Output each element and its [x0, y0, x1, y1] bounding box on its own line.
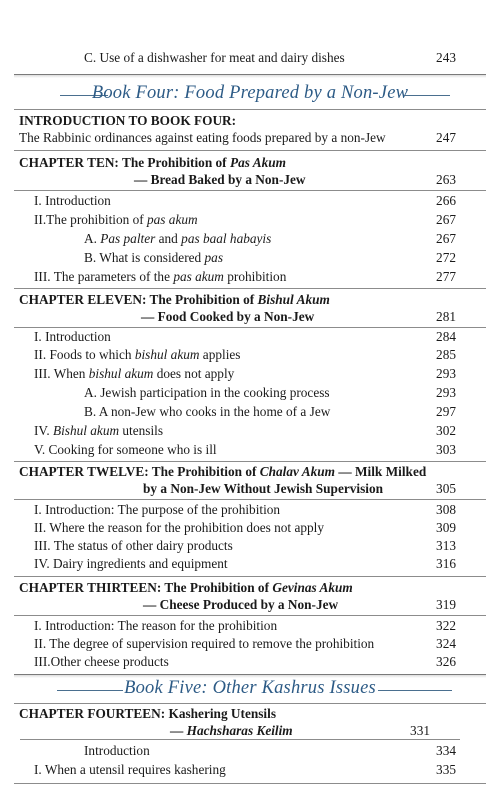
toc-entry-text: II. The degree of supervision required to remove the prohibition [34, 636, 375, 651]
toc-entry-text: I. Introduction [34, 329, 111, 344]
divider [20, 739, 460, 740]
toc-entry-emphasis: bishul akum [134, 347, 200, 362]
chapter-title-emphasis: Chalav Akum [259, 464, 336, 479]
toc-entry-page: 326 [436, 654, 456, 669]
toc-entry-page: 285 [436, 347, 456, 362]
chapter-title-text: CHAPTER TWELVE: The Prohibition of [19, 464, 260, 479]
toc-entry-page: 322 [436, 618, 456, 633]
chapter-subtitle: — Cheese Produced by a Non-Jew [143, 597, 339, 612]
chapter-title-emphasis: Gevinas Akum [272, 580, 353, 595]
divider [14, 576, 486, 577]
divider [14, 499, 486, 500]
toc-entry-text: C. Use of a dishwasher for meat and dairy dishes [84, 50, 345, 65]
toc-entry-text: A. [84, 231, 101, 246]
book-five-title: Book Five: Other Kashrus Issues [124, 678, 376, 698]
chapter-subtitle: by a Non-Jew Without Jewish Supervision [143, 481, 384, 496]
toc-entry-page: 302 [436, 423, 456, 438]
toc-entry-text: IV. [34, 423, 53, 438]
toc-entry-text: IV. Dairy ingredients and equipment [34, 556, 228, 571]
chapter-subtitle: — [170, 723, 187, 738]
toc-entry-text: and [155, 231, 182, 246]
toc-entry-page: 297 [436, 404, 456, 419]
toc-entry-emphasis: Bishul akum [52, 423, 120, 438]
toc-entry-text: B. A non-Jew who cooks in the home of a Jew [84, 404, 331, 419]
toc-entry-page: 309 [436, 520, 456, 535]
toc-entry-page: 305 [436, 481, 456, 496]
heading-ornament-right [378, 690, 452, 691]
toc-entry-page: 335 [436, 762, 456, 777]
toc-entry-page: 331 [410, 723, 430, 738]
toc-entry-text: utensils [119, 423, 164, 438]
divider [14, 615, 486, 616]
toc-entry-text: prohibition [223, 269, 287, 284]
toc-entry-text: I. When a utensil requires kashering [34, 762, 226, 777]
divider [14, 327, 486, 328]
toc-entry-text: II. Where the reason for the prohibition does not apply [34, 520, 324, 535]
toc-entry-page: 293 [436, 385, 456, 400]
toc-entry-page: 313 [436, 538, 456, 553]
divider [14, 109, 486, 110]
book-four-title: Book Four: Food Prepared by a Non-Jew [91, 83, 409, 103]
divider [14, 150, 486, 151]
toc-entry-text: A. Jewish participation in the cooking process [84, 385, 330, 400]
toc-entry-text: B. What is considered [84, 250, 205, 265]
toc-entry-page: 277 [436, 269, 456, 284]
toc-entry-text: II. Foods to which [34, 347, 135, 362]
toc-entry-page: 263 [436, 172, 456, 187]
toc-entry-emphasis: pas baal habayis [181, 231, 272, 246]
toc-entry-text: Introduction [84, 743, 150, 758]
toc-entry-page: 316 [436, 556, 456, 571]
chapter-title-emphasis: Bishul Akum [257, 292, 330, 307]
chapter-title-emphasis: Hachsharas Keilim [186, 723, 293, 738]
toc-entry-page: 281 [436, 309, 456, 324]
chapter-title-text: — Milk Milked [335, 464, 427, 479]
toc-entry-page: 303 [436, 442, 456, 457]
toc-entry-text: does not apply [153, 366, 235, 381]
toc-entry-emphasis: pas [204, 250, 223, 265]
toc-entry-text: III. The parameters of the [34, 269, 174, 284]
chapter-subtitle: — Food Cooked by a Non-Jew [141, 309, 315, 324]
toc-entry-page: 267 [436, 231, 456, 246]
divider [14, 190, 486, 191]
heading-ornament-right [404, 95, 450, 96]
divider [14, 461, 486, 462]
toc-entry-text: The Rabbinic ordinances against eating foods prepared by a non-Jew [19, 130, 386, 145]
chapter-subtitle: — Bread Baked by a Non-Jew [134, 172, 306, 187]
chapter-title-text: CHAPTER TEN: The Prohibition of [19, 155, 230, 170]
toc-entry-text: V. Cooking for someone who is ill [34, 442, 217, 457]
toc-entry-emphasis: pas akum [173, 269, 224, 284]
toc-entry-emphasis: Pas palter [100, 231, 156, 246]
toc-entry-page: 272 [436, 250, 456, 265]
toc-entry-text: I. Introduction [34, 193, 111, 208]
toc-entry-page: 334 [436, 743, 456, 758]
toc-entry-page: 266 [436, 193, 456, 208]
toc-entry-page: 324 [436, 636, 456, 651]
toc-entry-page: 284 [436, 329, 456, 344]
toc-entry-text: I. Introduction: The reason for the prohibition [34, 618, 278, 633]
intro-title: INTRODUCTION TO BOOK FOUR: [19, 113, 237, 128]
chapter-title-emphasis: Pas Akum [229, 155, 286, 170]
chapter-title-text: CHAPTER THIRTEEN: The Prohibition of [19, 580, 273, 595]
toc-entry-page: 243 [436, 50, 456, 65]
toc-entry-emphasis: pas akum [147, 212, 198, 227]
divider [14, 783, 486, 784]
toc-entry-text: I. Introduction: The purpose of the prohibition [34, 502, 281, 517]
toc-entry-page: 247 [436, 130, 456, 145]
toc-entry-text: III.Other cheese products [34, 654, 169, 669]
toc-entry-page: 319 [436, 597, 456, 612]
toc-entry-text: III. When [34, 366, 89, 381]
divider-shadow [14, 75, 486, 78]
toc-entry-page: 293 [436, 366, 456, 381]
divider [14, 703, 486, 704]
toc-entry-emphasis: bishul akum [88, 366, 154, 381]
toc-entry-page: 308 [436, 502, 456, 517]
divider [14, 288, 486, 289]
toc-entry-text: III. The status of other dairy products [34, 538, 233, 553]
toc-entry-text: applies [199, 347, 241, 362]
toc-entry-text: II.The prohibition of [34, 212, 147, 227]
chapter-title-text: CHAPTER FOURTEEN: Kashering Utensils [19, 706, 276, 721]
chapter-title-text: CHAPTER ELEVEN: The Prohibition of [19, 292, 258, 307]
book-five-heading [0, 675, 500, 705]
toc-entry-page: 267 [436, 212, 456, 227]
book-four-heading [0, 80, 500, 110]
